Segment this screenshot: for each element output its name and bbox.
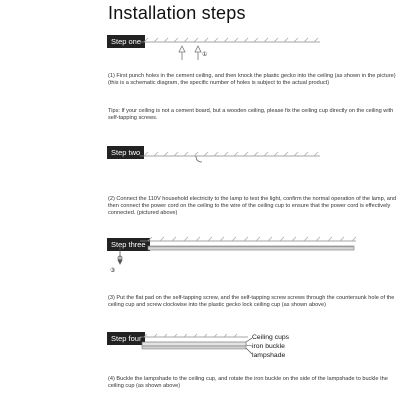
step-four-diagram: [140, 334, 250, 358]
step-two-label: Step two: [107, 146, 144, 159]
step-one-tips: Tips: If your ceiling is not a cement board, but a wooden ceiling, please fix the ceiling cup directly on the ceiling with self-tapping screws.: [108, 108, 394, 122]
step-three-marker: ③: [110, 267, 116, 274]
callout-iron-buckle: iron buckle: [252, 343, 285, 350]
step-three-label: Step three: [107, 238, 150, 251]
step-three-description: (3) Put the flat pad on the self-tapping screw, and the self-tapping screw screws through the countersunk hole of the ceiling cup and screw clockwise into the plastic gecko lock ceiling cup (as shown above): [108, 295, 395, 309]
step-four-label: Step four: [107, 332, 145, 345]
step-two-diagram: [140, 148, 320, 168]
callout-lampshade: lampshade: [252, 352, 286, 359]
step-one-marker: ①: [202, 51, 208, 58]
callout-ceiling-cups: Ceiling cups: [252, 334, 290, 341]
step-two-description: (2) Connect the 110V household electricity to the lamp to test the light, confirm the normal operation of the lamp, and then connect the power cord on the ceiling to the wire of the ceiling cup to ensure that the power cord is effectively connected. (pictured above): [108, 196, 397, 217]
step-four-description: (4) Buckle the lampshade to the ceiling cup, and rotate the iron buckle on the side of the lampshade to buckle the ceiling cup (as shown above): [108, 376, 388, 390]
step-three-diagram: [108, 236, 358, 276]
step-one-label: Step one: [107, 35, 145, 48]
page-title: Installation steps: [108, 3, 246, 23]
step-one-diagram: [140, 36, 320, 66]
step-one-description: (1) First punch holes in the cement ceiling, and then knock the plastic gecko into the ceiling (as shown in the picture) (this is a schematic diagram, the specific number of holes is subject to the actual product): [108, 73, 396, 87]
